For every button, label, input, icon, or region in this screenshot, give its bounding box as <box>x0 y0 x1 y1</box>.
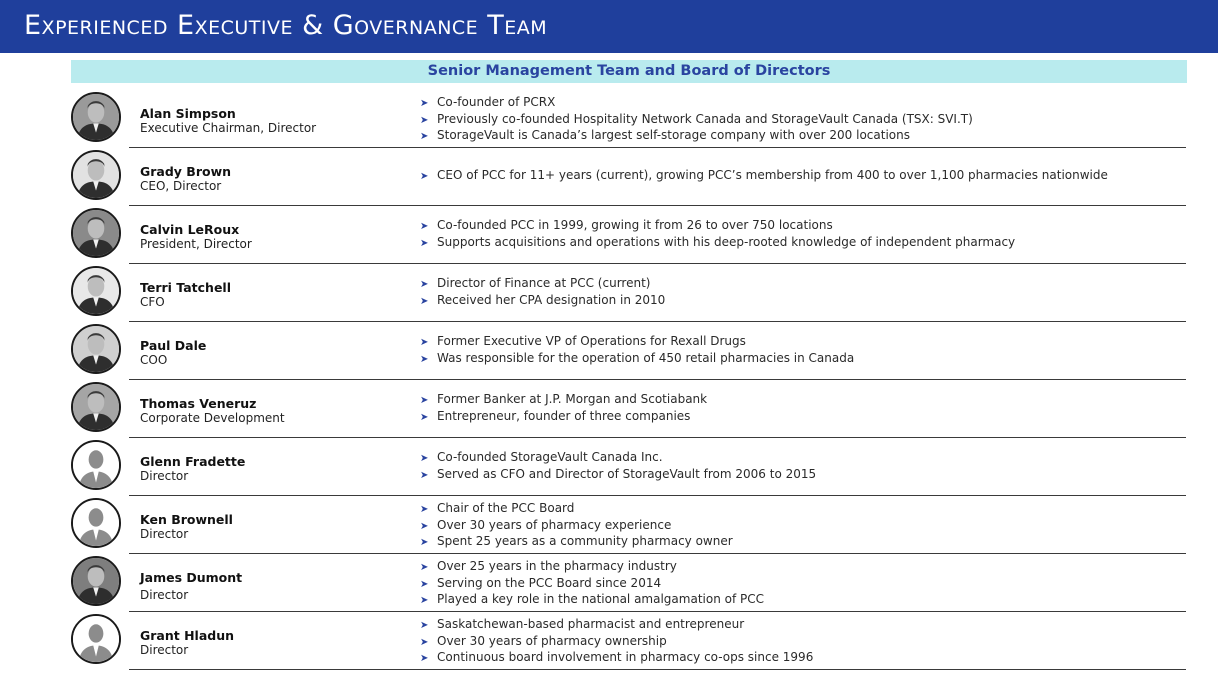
highlight-text: Played a key role in the national amalgamation of PCC <box>437 592 764 607</box>
member-name: Alan Simpson <box>140 106 236 121</box>
arrowhead-bullet-icon: ➤ <box>420 337 429 348</box>
highlight-item <box>420 235 1190 252</box>
member-name: Calvin LeRoux <box>140 222 240 237</box>
member-role: Corporate Development <box>140 411 285 425</box>
team-member-row <box>0 380 1218 438</box>
highlight-item <box>420 576 1190 593</box>
highlight-item <box>420 276 1190 293</box>
team-member-row <box>0 322 1218 380</box>
highlight-text: Chair of the PCC Board <box>437 501 575 515</box>
arrowhead-bullet-icon: ➤ <box>420 562 429 573</box>
arrowhead-bullet-icon: ➤ <box>420 237 429 249</box>
highlight-text: Co-founder of PCRX <box>437 95 556 109</box>
highlight-item <box>420 650 1190 667</box>
row-divider <box>129 669 1186 670</box>
highlight-item <box>420 334 1190 351</box>
arrowhead-bullet-icon: ➤ <box>420 98 429 109</box>
member-role: CFO <box>140 295 165 309</box>
member-name: Ken Brownell <box>140 512 233 527</box>
member-role: CEO, Director <box>140 179 222 193</box>
member-highlights <box>420 617 1190 667</box>
highlight-text: Former Executive VP of Operations for Rexall Drugs <box>437 334 746 348</box>
headshot-photo <box>71 208 121 258</box>
arrowhead-bullet-icon: ➤ <box>420 221 429 232</box>
arrowhead-bullet-icon: ➤ <box>420 469 429 481</box>
person-silhouette-icon <box>71 440 121 490</box>
headshot-photo <box>71 92 121 142</box>
team-member-row <box>0 148 1218 206</box>
member-highlights <box>420 334 1190 367</box>
member-name: Paul Dale <box>140 338 207 353</box>
arrowhead-bullet-icon: ➤ <box>420 114 429 126</box>
arrowhead-bullet-icon: ➤ <box>420 520 429 532</box>
highlight-text: CEO of PCC for 11+ years (current), growing PCC’s membership from 400 to over 1,100 pharmacies nationwide <box>437 168 1108 182</box>
arrowhead-bullet-icon: ➤ <box>420 595 429 607</box>
member-highlights <box>420 501 1190 551</box>
highlight-text: Supports acquisitions and operations with his deep-rooted knowledge of independent pharmacy <box>437 234 1016 249</box>
highlight-item <box>420 592 1190 609</box>
arrowhead-bullet-icon: ➤ <box>420 353 429 365</box>
arrowhead-bullet-icon: ➤ <box>420 171 429 182</box>
highlight-text: Co-founded PCC in 1999, growing it from 26 to over 750 locations <box>437 218 833 232</box>
member-highlights <box>420 95 1190 145</box>
team-member-row <box>0 554 1218 612</box>
member-highlights <box>420 559 1190 609</box>
highlight-text: Former Banker at J.P. Morgan and Scotiabank <box>437 392 708 406</box>
highlight-text: StorageVault is Canada’s largest self-storage company with over 200 locations <box>437 128 910 143</box>
highlight-text: Over 25 years in the pharmacy industry <box>437 559 677 573</box>
member-role: Director <box>140 469 189 483</box>
highlight-text: Received her CPA designation in 2010 <box>437 292 666 307</box>
member-highlights <box>420 276 1190 309</box>
member-name: Grant Hladun <box>140 628 235 643</box>
headshot-photo <box>71 382 121 432</box>
highlight-text: Entrepreneur, founder of three companies <box>437 408 691 423</box>
member-role: Director <box>140 588 189 602</box>
highlight-item <box>420 409 1190 426</box>
headshot-photo <box>71 324 121 374</box>
highlight-text: Previously co-founded Hospitality Network Canada and StorageVault Canada (TSX: SVI.T) <box>437 111 973 126</box>
highlight-item <box>420 95 1190 112</box>
highlight-text: Was responsible for the operation of 450 retail pharmacies in Canada <box>437 350 855 365</box>
member-name: James Dumont <box>140 570 243 585</box>
team-member-row <box>0 206 1218 264</box>
arrowhead-bullet-icon: ➤ <box>420 295 429 307</box>
arrowhead-bullet-icon: ➤ <box>420 395 429 406</box>
highlight-item <box>420 450 1190 467</box>
highlight-item <box>420 392 1190 409</box>
highlight-item <box>420 518 1190 535</box>
highlight-text: Over 30 years of pharmacy ownership <box>437 633 667 648</box>
team-member-row <box>0 90 1218 148</box>
member-role: Director <box>140 643 189 657</box>
arrowhead-bullet-icon: ➤ <box>420 653 429 665</box>
highlight-text: Served as CFO and Director of StorageVault from 2006 to 2015 <box>437 466 817 481</box>
member-role: COO <box>140 353 168 367</box>
arrowhead-bullet-icon: ➤ <box>420 578 429 590</box>
person-silhouette-icon <box>71 498 121 548</box>
section-banner: Senior Management Team and Board of Directors <box>71 60 1187 83</box>
highlight-item <box>420 168 1190 185</box>
highlight-item <box>420 534 1190 551</box>
member-name: Grady Brown <box>140 164 232 179</box>
member-name: Thomas Veneruz <box>140 396 257 411</box>
member-role: Executive Chairman, Director <box>140 121 317 135</box>
team-member-row <box>0 438 1218 496</box>
highlight-item <box>420 617 1190 634</box>
highlight-item <box>420 559 1190 576</box>
member-role: President, Director <box>140 237 252 251</box>
member-highlights <box>420 168 1190 185</box>
arrowhead-bullet-icon: ➤ <box>420 636 429 648</box>
member-name: Glenn Fradette <box>140 454 246 469</box>
arrowhead-bullet-icon: ➤ <box>420 537 429 549</box>
arrowhead-bullet-icon: ➤ <box>420 453 429 464</box>
arrowhead-bullet-icon: ➤ <box>420 620 429 631</box>
member-highlights <box>420 450 1190 483</box>
team-member-row <box>0 612 1218 670</box>
highlight-text: Over 30 years of pharmacy experience <box>437 517 672 532</box>
arrowhead-bullet-icon: ➤ <box>420 131 429 143</box>
highlight-item <box>420 634 1190 651</box>
person-silhouette-icon <box>71 614 121 664</box>
highlight-item <box>420 293 1190 310</box>
highlight-item <box>420 467 1190 484</box>
member-highlights <box>420 218 1190 251</box>
highlight-text: Director of Finance at PCC (current) <box>437 276 651 290</box>
highlight-item <box>420 128 1190 145</box>
highlight-text: Spent 25 years as a community pharmacy owner <box>437 534 733 549</box>
team-member-row <box>0 264 1218 322</box>
highlight-text: Co-founded StorageVault Canada Inc. <box>437 450 663 464</box>
highlight-text: Continuous board involvement in pharmacy co-ops since 1996 <box>437 650 814 665</box>
headshot-photo <box>71 266 121 316</box>
arrowhead-bullet-icon: ➤ <box>420 504 429 515</box>
team-member-row <box>0 496 1218 554</box>
highlight-item <box>420 501 1190 518</box>
page-title: Experienced Executive & Governance Team <box>24 10 548 41</box>
member-name: Terri Tatchell <box>140 280 231 295</box>
highlight-text: Serving on the PCC Board since 2014 <box>437 575 662 590</box>
arrowhead-bullet-icon: ➤ <box>420 279 429 290</box>
member-highlights <box>420 392 1190 425</box>
page-header <box>0 0 1218 53</box>
highlight-text: Saskatchewan-based pharmacist and entrepreneur <box>437 617 745 631</box>
highlight-item <box>420 351 1190 368</box>
arrowhead-bullet-icon: ➤ <box>420 411 429 423</box>
headshot-photo <box>71 150 121 200</box>
highlight-item <box>420 218 1190 235</box>
highlight-item <box>420 112 1190 129</box>
headshot-photo <box>71 556 121 606</box>
member-role: Director <box>140 527 189 541</box>
